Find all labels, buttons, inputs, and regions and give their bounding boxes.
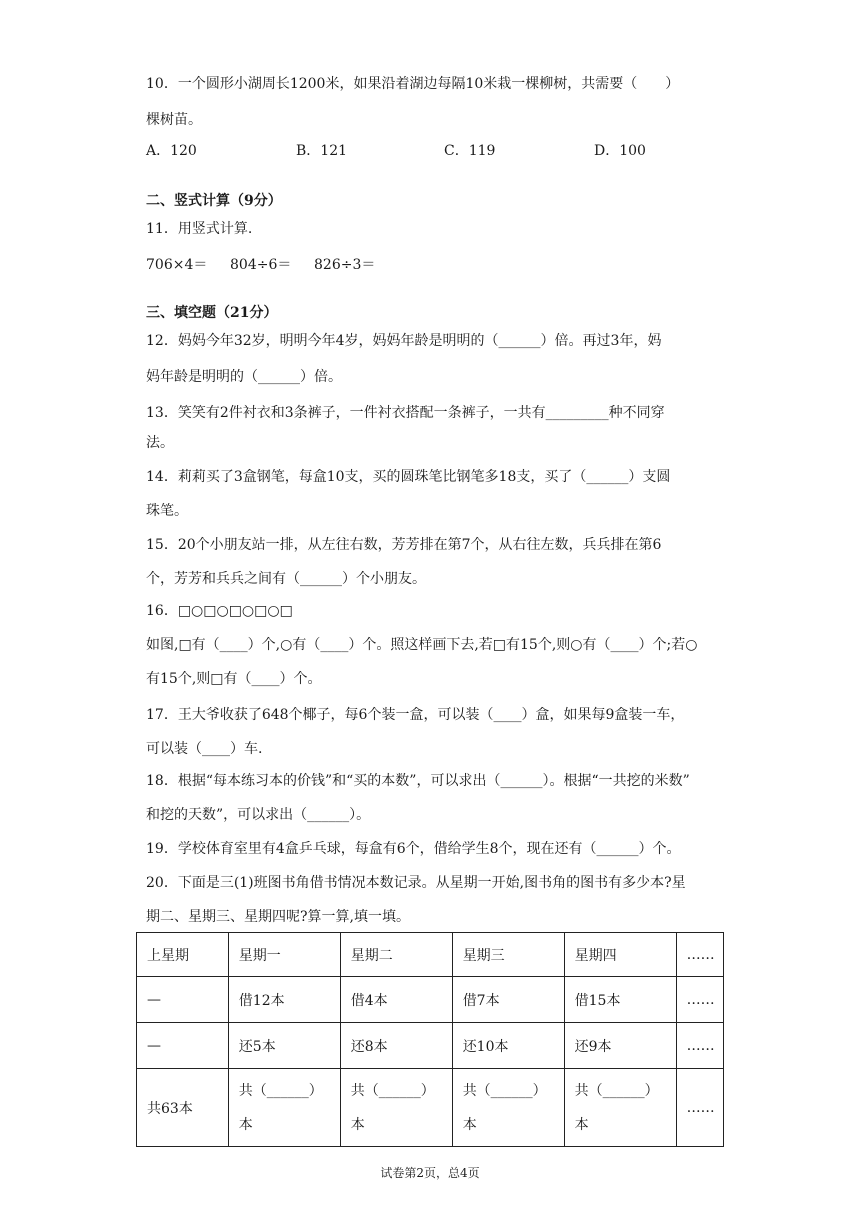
table-cell-blank bbox=[452, 1069, 564, 1147]
q15-line1: 15．20个小朋友站一排，从左往右数，芳芳排在第7个，从右往左数，兵兵排在第6 bbox=[146, 537, 662, 553]
q11-expr-3: 826÷3＝ bbox=[314, 257, 376, 273]
total-blank-bottom: 本 bbox=[462, 1116, 477, 1133]
table-cell: 借12本 bbox=[228, 977, 340, 1023]
q17-line1: 17．王大爷收获了648个椰子，每6个装一盒，可以装（____）盒，如果每9盒装一车， bbox=[146, 707, 685, 723]
q13-line2: 法。 bbox=[146, 435, 174, 451]
q14-line2: 珠笔。 bbox=[146, 503, 188, 519]
table-cell: 星期一 bbox=[228, 933, 340, 977]
total-blank-top: 共（______） bbox=[462, 1082, 547, 1099]
q11-expr-2: 804÷6＝ bbox=[230, 257, 292, 273]
q18-line1: 18．根据“每本练习本的价钱”和“买的本数”，可以求出（______）。根据“一共挖的米数” bbox=[146, 773, 690, 789]
table-cell: 还5本 bbox=[228, 1023, 340, 1069]
library-record-table bbox=[136, 932, 724, 1147]
table-cell-blank bbox=[228, 1069, 340, 1147]
table-cell-blank bbox=[564, 1069, 676, 1147]
q12-line2: 妈年龄是明明的（______）倍。 bbox=[146, 369, 342, 385]
q13-line1: 13．笑笑有2件衬衣和3条裤子，一件衬衣搭配一条裤子，一共有_________种不同穿 bbox=[146, 405, 665, 421]
table-cell: 借15本 bbox=[564, 977, 676, 1023]
q11-line1: 11．用竖式计算. bbox=[146, 221, 253, 237]
table-cell: 还10本 bbox=[452, 1023, 564, 1069]
table-row-return bbox=[137, 1023, 724, 1069]
table-cell: 共63本 bbox=[137, 1069, 229, 1147]
q16-line3: 有15个,则□有（____）个。 bbox=[146, 671, 322, 687]
q10-line1: 10．一个圆形小湖周长1200米，如果沿着湖边每隔10米栽一棵柳树，共需要（ ） bbox=[146, 76, 680, 92]
total-blank-bottom: 本 bbox=[238, 1116, 253, 1133]
table-cell: 星期三 bbox=[452, 933, 564, 977]
table-cell: 上星期 bbox=[137, 933, 229, 977]
table-cell: 星期二 bbox=[340, 933, 452, 977]
table-cell: …… bbox=[676, 1023, 723, 1069]
table-cell: 还8本 bbox=[340, 1023, 452, 1069]
q10-option-c: C．119 bbox=[444, 143, 496, 159]
section3-title: 三、填空题（21分） bbox=[146, 305, 278, 321]
q20-line2: 期二、星期三、星期四呢?算一算,填一填。 bbox=[146, 909, 410, 925]
q10-option-d: D．100 bbox=[594, 143, 646, 159]
page-footer: 试卷第2页，总4页 bbox=[380, 1166, 480, 1180]
q12-line1: 12．妈妈今年32岁，明明今年4岁，妈妈年龄是明明的（______）倍。再过3年，妈 bbox=[146, 333, 662, 349]
total-blank-top: 共（______） bbox=[238, 1082, 323, 1099]
q11-expr-1: 706×4＝ bbox=[146, 257, 208, 273]
q15-line2: 个，芳芳和兵兵之间有（______）个小朋友。 bbox=[146, 571, 426, 587]
section2-title: 二、竖式计算（9分） bbox=[146, 193, 282, 209]
q16-line1: 16．□○□○□○□○□ bbox=[146, 603, 293, 619]
q20-line1: 20．下面是三(1)班图书角借书情况本数记录。从星期一开始,图书角的图书有多少本?星 bbox=[146, 875, 686, 891]
table-row-borrow bbox=[137, 977, 724, 1023]
q10-option-a: A．120 bbox=[146, 143, 197, 159]
q18-line2: 和挖的天数”，可以求出（______）。 bbox=[146, 807, 371, 823]
q10-option-b: B．121 bbox=[296, 143, 348, 159]
table-cell: …… bbox=[676, 1069, 723, 1147]
q10-line2: 棵树苗。 bbox=[146, 112, 202, 128]
table-cell: …… bbox=[676, 977, 723, 1023]
table-row-total bbox=[137, 1069, 724, 1147]
table-cell: 借4本 bbox=[340, 977, 452, 1023]
total-blank-bottom: 本 bbox=[574, 1116, 589, 1133]
table-cell: — bbox=[137, 977, 229, 1023]
total-blank-top: 共（______） bbox=[574, 1082, 659, 1099]
q16-line2: 如图,□有（____）个,○有（____）个。照这样画下去,若□有15个,则○有（____）个;若○ bbox=[146, 637, 698, 653]
table-row-header bbox=[137, 933, 724, 977]
table-cell-blank bbox=[340, 1069, 452, 1147]
table-cell: 还9本 bbox=[564, 1023, 676, 1069]
table-cell: 借7本 bbox=[452, 977, 564, 1023]
q17-line2: 可以装（____）车. bbox=[146, 741, 263, 757]
q14-line1: 14．莉莉买了3盒钢笔，每盒10支，买的圆珠笔比钢笔多18支，买了（______）支圆 bbox=[146, 469, 671, 485]
table-cell: …… bbox=[676, 933, 723, 977]
table-cell: 星期四 bbox=[564, 933, 676, 977]
q19-line1: 19．学校体育室里有4盒乒乓球，每盒有6个，借给学生8个，现在还有（______）个。 bbox=[146, 841, 681, 857]
table-cell: — bbox=[137, 1023, 229, 1069]
total-blank-bottom: 本 bbox=[350, 1116, 365, 1133]
total-blank-top: 共（______） bbox=[350, 1082, 435, 1099]
